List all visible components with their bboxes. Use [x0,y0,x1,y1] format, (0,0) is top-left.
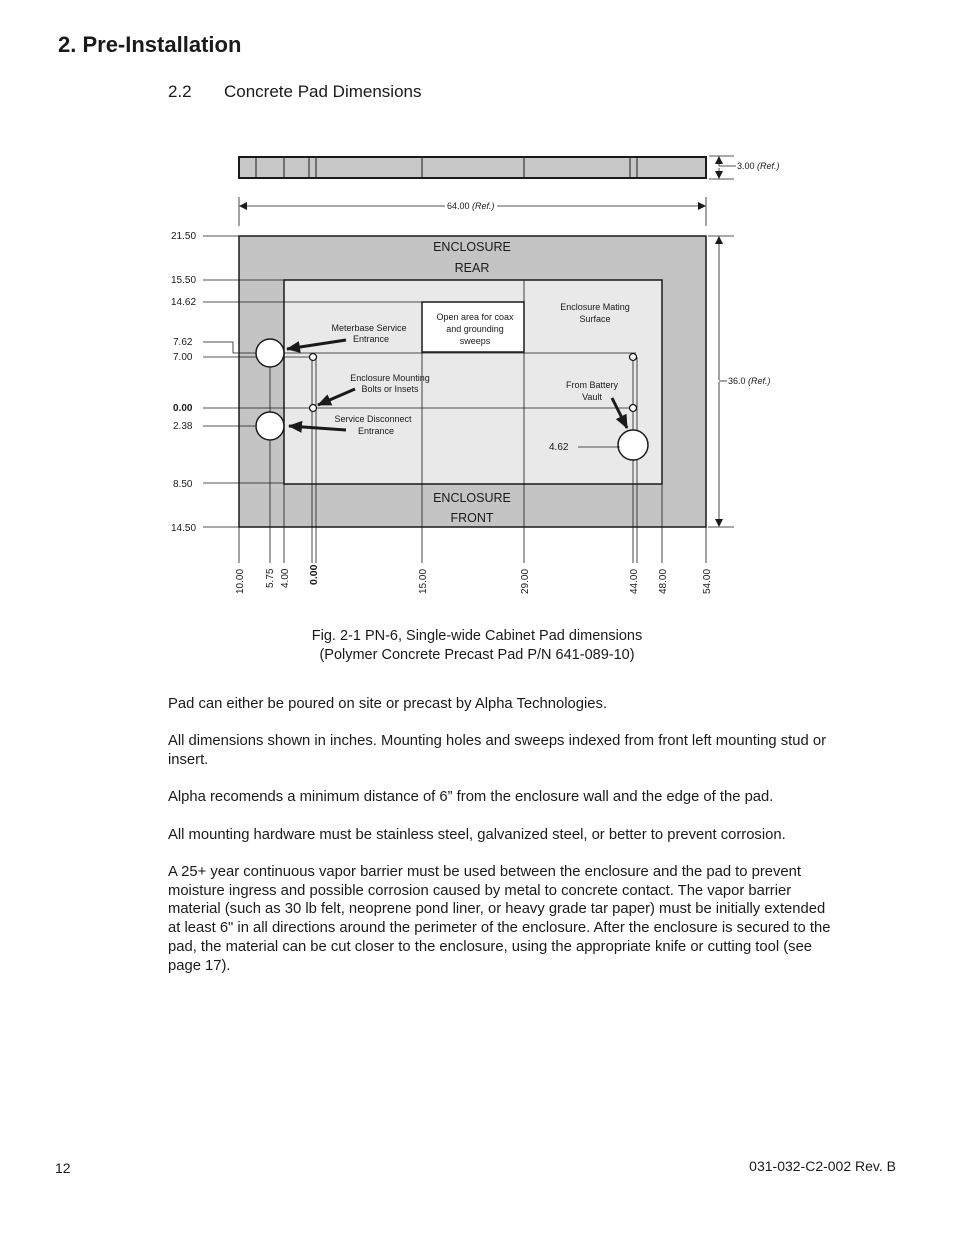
document-code: 031-032-C2-002 Rev. B [749,1158,896,1174]
open-area-label-line1: Open area for coax [436,312,514,322]
svg-text:36.0 (Ref.) [728,376,771,386]
mounting-hole-front-right [630,405,637,412]
disconnect-conduit-circle [256,412,284,440]
page-number: 12 [55,1160,71,1176]
depth-dim-value: 36.0 [728,376,746,386]
x-label: 44.00 [629,568,640,594]
svg-text:64.00 (Ref.) [447,201,495,211]
x-label: 54.00 [702,568,713,594]
battery-conduit-circle [618,430,648,460]
inner-dimension-label: 4.62 [549,442,569,453]
open-area-label-line3: sweeps [459,336,491,346]
mounting-label-line2: Bolts or Insets [361,384,419,394]
paragraph: Alpha recomends a minimum distance of 6” from the enclosure wall and the edge of the pad. [168,789,774,805]
height-dimension [709,156,780,179]
y-label: 14.62 [171,297,197,308]
mounting-hole-front-left [310,405,317,412]
rear-label-line1: ENCLOSURE [433,240,511,254]
paragraph: All dimensions shown in inches. Mounting holes and sweeps indexed from front left mounting stud or insert. [168,733,826,768]
y-label: 7.62 [173,337,193,348]
width-dimension [239,197,706,226]
section-number: 2.2 [168,82,192,101]
depth-dimension [708,236,771,527]
disconnect-label-line2: Entrance [357,426,395,436]
y-label: 14.50 [171,523,197,534]
x-label: 5.75 [265,568,276,588]
open-area-label-line2: and grounding [446,324,504,334]
meterbase-label-line1: Meterbase Service [331,323,407,333]
meterbase-conduit-circle [256,339,284,367]
mating-label-line1: Enclosure Mating [560,302,630,312]
x-label: 4.00 [280,568,291,588]
y-label: 8.50 [173,479,193,490]
section-name: Concrete Pad Dimensions [224,82,422,101]
paragraph: All mounting hardware must be stainless steel, galvanized steel, or better to prevent corrosion. [168,827,786,843]
width-dim-value: 64.00 [447,201,470,211]
y-label: 2.38 [173,421,193,432]
figure-caption-line1: Fig. 2-1 PN-6, Single-wide Cabinet Pad dimensions [311,628,643,644]
depth-dim-ref: (Ref.) [748,376,771,386]
x-label: 29.00 [520,568,531,594]
mating-label-line2: Surface [579,314,611,324]
width-dim-ref: (Ref.) [472,201,495,211]
battery-label-line1: From Battery [565,380,619,390]
paragraph: A 25+ year continuous vapor barrier must be used between the enclosure and the pad to prevent moisture ingress and possible corrosion caused by metal to concrete contact. The vapor barrier material (such as 30 lb felt, neoprene pond liner, or heavy grade tar paper) must be initially extended at least 6" in all directions around the perimeter of the enclosure. After the enclosure is secured to the pad, the material can be cut closer to the enclosure, using the appropriate knife or cutting tool (see page 17). [168,864,831,974]
y-label: 15.50 [171,275,197,286]
x-label: 15.00 [418,568,429,594]
mounting-label-line1: Enclosure Mounting [350,373,430,383]
height-dim-value: 3.00 [737,161,755,171]
battery-label-line2: Vault [582,392,602,402]
mounting-hole-rear-right [630,354,637,361]
y-label: 21.50 [171,231,197,242]
meterbase-label-line2: Entrance [352,334,390,344]
mounting-hole-rear-left [310,354,317,361]
x-label: 10.00 [235,568,246,594]
y-label: 7.00 [173,352,193,363]
front-label-line1: ENCLOSURE [433,491,511,505]
y-label-origin: 0.00 [173,403,193,414]
front-label-line2: FRONT [450,511,494,525]
x-label-origin: 0.00 [308,564,320,585]
side-view-strip [239,157,706,178]
rear-label-line2: REAR [454,261,490,275]
height-dim-ref: (Ref.) [757,161,780,171]
svg-text:3.00 (Ref.) [737,161,780,171]
chapter-title: 2. Pre-Installation [58,32,242,57]
x-label: 48.00 [658,568,669,594]
paragraph: Pad can either be poured on site or precast by Alpha Technologies. [168,696,607,712]
figure-caption-line2: (Polymer Concrete Precast Pad P/N 641-089-10) [319,647,635,663]
disconnect-label-line1: Service Disconnect [334,414,412,424]
